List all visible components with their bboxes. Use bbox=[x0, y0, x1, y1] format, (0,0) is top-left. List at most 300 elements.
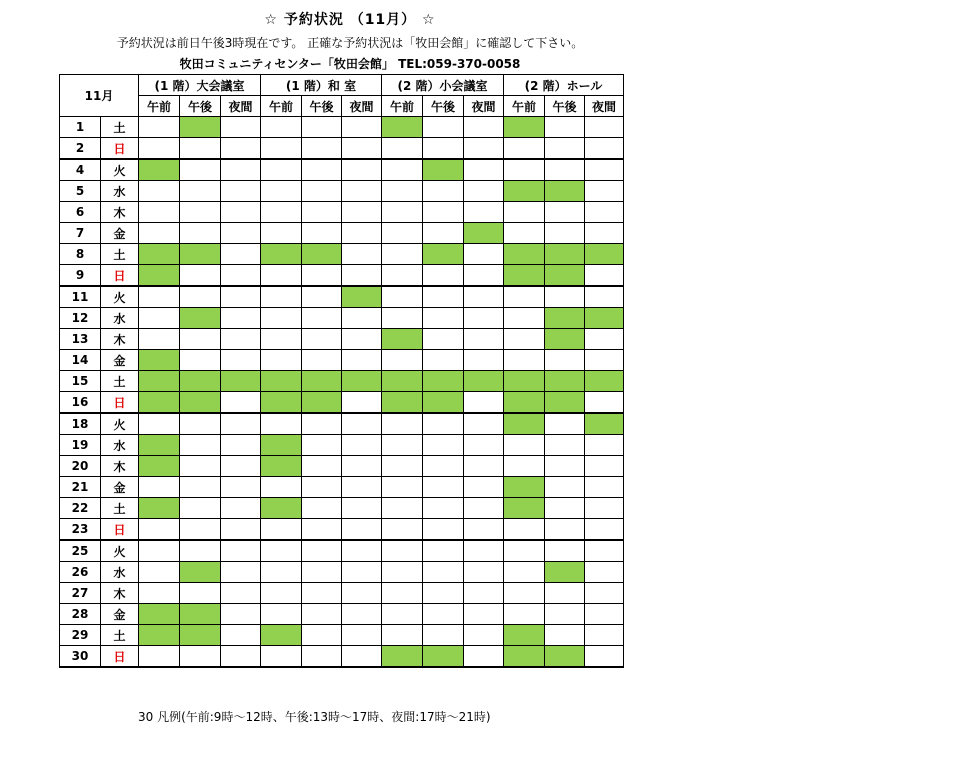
slot-cell bbox=[423, 413, 464, 435]
slot-cell bbox=[221, 138, 261, 160]
weekday: 土 bbox=[101, 371, 139, 392]
booked-cell bbox=[504, 371, 545, 392]
booked-cell bbox=[504, 265, 545, 287]
status-note: 予約状況は前日午後3時現在です。 正確な予約状況は「牧田会館」に確認して下さい。 bbox=[116, 36, 584, 50]
slot-cell bbox=[464, 350, 504, 371]
booked-cell bbox=[464, 371, 504, 392]
slot-cell bbox=[545, 540, 585, 562]
booked-cell bbox=[139, 371, 180, 392]
slot-cell bbox=[342, 117, 382, 138]
slot-cell bbox=[302, 498, 342, 519]
slot-cell bbox=[342, 583, 382, 604]
slot-header: 午前 bbox=[382, 96, 423, 117]
table-row bbox=[60, 181, 624, 202]
booked-cell bbox=[382, 329, 423, 350]
weekday: 火 bbox=[101, 413, 139, 435]
contact-info: 牧田コミュニティセンター「牧田会館」 TEL:059-370-0058 bbox=[179, 57, 521, 71]
slot-cell bbox=[342, 477, 382, 498]
table-row bbox=[60, 138, 624, 160]
booked-cell bbox=[545, 181, 585, 202]
slot-cell bbox=[342, 159, 382, 181]
slot-cell bbox=[464, 159, 504, 181]
day-number: 8 bbox=[60, 244, 101, 265]
slot-cell bbox=[221, 265, 261, 287]
slot-cell bbox=[221, 223, 261, 244]
slot-cell bbox=[382, 435, 423, 456]
slot-cell bbox=[382, 540, 423, 562]
weekday: 土 bbox=[101, 498, 139, 519]
booked-cell bbox=[545, 244, 585, 265]
slot-cell bbox=[504, 159, 545, 181]
booked-cell bbox=[180, 371, 221, 392]
slot-cell bbox=[180, 265, 221, 287]
reservation-table bbox=[59, 74, 624, 668]
slot-cell bbox=[342, 244, 382, 265]
slot-cell bbox=[585, 498, 624, 519]
day-number: 5 bbox=[60, 181, 101, 202]
booked-cell bbox=[585, 371, 624, 392]
slot-cell bbox=[585, 456, 624, 477]
slot-cell bbox=[464, 308, 504, 329]
slot-cell bbox=[464, 456, 504, 477]
booked-cell bbox=[139, 456, 180, 477]
slot-cell bbox=[464, 138, 504, 160]
slot-cell bbox=[545, 138, 585, 160]
slot-cell bbox=[342, 308, 382, 329]
slot-cell bbox=[423, 604, 464, 625]
slot-cell bbox=[585, 265, 624, 287]
weekday: 金 bbox=[101, 350, 139, 371]
slot-cell bbox=[261, 202, 302, 223]
slot-cell bbox=[342, 181, 382, 202]
room-header: (2 階）小会議室 bbox=[382, 75, 504, 96]
weekday: 金 bbox=[101, 223, 139, 244]
slot-header: 夜間 bbox=[221, 96, 261, 117]
day-number: 30 bbox=[60, 646, 101, 668]
weekday: 木 bbox=[101, 329, 139, 350]
table-row bbox=[60, 562, 624, 583]
booked-cell bbox=[139, 350, 180, 371]
booked-cell bbox=[261, 625, 302, 646]
slot-cell bbox=[423, 456, 464, 477]
table-row bbox=[60, 456, 624, 477]
slot-cell bbox=[221, 350, 261, 371]
booked-cell bbox=[504, 244, 545, 265]
slot-cell bbox=[261, 413, 302, 435]
booked-cell bbox=[180, 562, 221, 583]
slot-cell bbox=[302, 604, 342, 625]
slot-cell bbox=[180, 286, 221, 308]
slot-cell bbox=[382, 181, 423, 202]
table-row bbox=[60, 583, 624, 604]
slot-cell bbox=[342, 329, 382, 350]
slot-cell bbox=[180, 413, 221, 435]
booked-cell bbox=[261, 244, 302, 265]
slot-cell bbox=[423, 265, 464, 287]
table-row bbox=[60, 371, 624, 392]
slot-cell bbox=[342, 540, 382, 562]
slot-cell bbox=[261, 138, 302, 160]
booked-cell bbox=[382, 646, 423, 668]
booked-cell bbox=[180, 625, 221, 646]
slot-cell bbox=[504, 456, 545, 477]
day-number: 18 bbox=[60, 413, 101, 435]
booked-cell bbox=[261, 371, 302, 392]
slot-cell bbox=[464, 413, 504, 435]
slot-cell bbox=[180, 583, 221, 604]
slot-cell bbox=[221, 308, 261, 329]
weekday: 日 bbox=[101, 138, 139, 160]
slot-cell bbox=[464, 392, 504, 414]
slot-cell bbox=[545, 519, 585, 541]
slot-cell bbox=[545, 286, 585, 308]
slot-cell bbox=[342, 413, 382, 435]
slot-cell bbox=[221, 244, 261, 265]
day-number: 29 bbox=[60, 625, 101, 646]
slot-cell bbox=[464, 519, 504, 541]
slot-cell bbox=[464, 540, 504, 562]
booked-cell bbox=[504, 625, 545, 646]
weekday: 火 bbox=[101, 286, 139, 308]
slot-cell bbox=[464, 286, 504, 308]
table-row bbox=[60, 435, 624, 456]
slot-cell bbox=[180, 456, 221, 477]
legend: 30 凡例(午前:9時～12時、午後:13時～17時、夜間:17時～21時) bbox=[138, 710, 491, 724]
slot-cell bbox=[139, 519, 180, 541]
slot-cell bbox=[261, 604, 302, 625]
slot-cell bbox=[302, 265, 342, 287]
slot-cell bbox=[302, 329, 342, 350]
day-number: 25 bbox=[60, 540, 101, 562]
day-number: 2 bbox=[60, 138, 101, 160]
slot-cell bbox=[302, 646, 342, 668]
slot-cell bbox=[139, 583, 180, 604]
slot-cell bbox=[342, 138, 382, 160]
booked-cell bbox=[504, 498, 545, 519]
slot-cell bbox=[139, 329, 180, 350]
slot-cell bbox=[585, 138, 624, 160]
slot-cell bbox=[221, 117, 261, 138]
slot-cell bbox=[504, 604, 545, 625]
slot-cell bbox=[302, 540, 342, 562]
table-row bbox=[60, 519, 624, 541]
slot-cell bbox=[180, 202, 221, 223]
slot-cell bbox=[342, 435, 382, 456]
booked-cell bbox=[139, 625, 180, 646]
booked-cell bbox=[180, 308, 221, 329]
slot-cell bbox=[585, 519, 624, 541]
slot-cell bbox=[342, 519, 382, 541]
slot-cell bbox=[545, 477, 585, 498]
weekday: 木 bbox=[101, 583, 139, 604]
slot-cell bbox=[139, 202, 180, 223]
slot-cell bbox=[302, 350, 342, 371]
booked-cell bbox=[261, 498, 302, 519]
day-number: 27 bbox=[60, 583, 101, 604]
booked-cell bbox=[139, 604, 180, 625]
booked-cell bbox=[423, 392, 464, 414]
booked-cell bbox=[139, 435, 180, 456]
booked-cell bbox=[504, 117, 545, 138]
slot-cell bbox=[382, 244, 423, 265]
booked-cell bbox=[139, 265, 180, 287]
slot-cell bbox=[180, 540, 221, 562]
slot-cell bbox=[545, 583, 585, 604]
table-row bbox=[60, 392, 624, 414]
day-number: 14 bbox=[60, 350, 101, 371]
slot-cell bbox=[585, 646, 624, 668]
day-number: 19 bbox=[60, 435, 101, 456]
slot-cell bbox=[423, 181, 464, 202]
slot-cell bbox=[464, 117, 504, 138]
slot-cell bbox=[464, 625, 504, 646]
slot-cell bbox=[180, 435, 221, 456]
slot-cell bbox=[585, 329, 624, 350]
slot-cell bbox=[423, 202, 464, 223]
table-row bbox=[60, 625, 624, 646]
slot-header: 夜間 bbox=[342, 96, 382, 117]
day-number: 22 bbox=[60, 498, 101, 519]
slot-cell bbox=[382, 223, 423, 244]
weekday: 水 bbox=[101, 308, 139, 329]
booked-cell bbox=[423, 646, 464, 668]
slot-cell bbox=[504, 540, 545, 562]
slot-cell bbox=[180, 477, 221, 498]
table-row bbox=[60, 413, 624, 435]
slot-cell bbox=[382, 286, 423, 308]
slot-cell bbox=[139, 308, 180, 329]
page-title: ☆ 予約状況 （11月） ☆ bbox=[264, 12, 436, 28]
slot-cell bbox=[302, 308, 342, 329]
slot-cell bbox=[302, 138, 342, 160]
slot-cell bbox=[180, 498, 221, 519]
slot-cell bbox=[504, 223, 545, 244]
day-number: 9 bbox=[60, 265, 101, 287]
slot-cell bbox=[180, 181, 221, 202]
day-number: 28 bbox=[60, 604, 101, 625]
slot-cell bbox=[180, 329, 221, 350]
slot-cell bbox=[545, 604, 585, 625]
booked-cell bbox=[139, 244, 180, 265]
slot-cell bbox=[342, 456, 382, 477]
booked-cell bbox=[545, 265, 585, 287]
weekday: 水 bbox=[101, 435, 139, 456]
slot-cell bbox=[382, 265, 423, 287]
table-row bbox=[60, 604, 624, 625]
booked-cell bbox=[423, 159, 464, 181]
slot-header: 午前 bbox=[261, 96, 302, 117]
weekday: 日 bbox=[101, 265, 139, 287]
slot-cell bbox=[221, 329, 261, 350]
slot-cell bbox=[585, 392, 624, 414]
slot-cell bbox=[342, 498, 382, 519]
slot-cell bbox=[423, 540, 464, 562]
slot-cell bbox=[464, 329, 504, 350]
slot-cell bbox=[261, 350, 302, 371]
slot-cell bbox=[504, 519, 545, 541]
booked-cell bbox=[504, 413, 545, 435]
booked-cell bbox=[302, 244, 342, 265]
slot-cell bbox=[221, 392, 261, 414]
booked-cell bbox=[504, 392, 545, 414]
booked-cell bbox=[302, 371, 342, 392]
table-row bbox=[60, 477, 624, 498]
weekday: 日 bbox=[101, 519, 139, 541]
weekday: 日 bbox=[101, 392, 139, 414]
slot-cell bbox=[382, 477, 423, 498]
slot-header: 午前 bbox=[504, 96, 545, 117]
slot-cell bbox=[504, 350, 545, 371]
slot-cell bbox=[261, 519, 302, 541]
slot-cell bbox=[139, 477, 180, 498]
slot-cell bbox=[423, 435, 464, 456]
booked-cell bbox=[139, 159, 180, 181]
table-row bbox=[60, 244, 624, 265]
booked-cell bbox=[504, 646, 545, 668]
slot-cell bbox=[382, 519, 423, 541]
slot-cell bbox=[180, 138, 221, 160]
slot-cell bbox=[342, 202, 382, 223]
slot-cell bbox=[464, 562, 504, 583]
slot-cell bbox=[585, 202, 624, 223]
slot-cell bbox=[585, 350, 624, 371]
slot-cell bbox=[423, 583, 464, 604]
slot-header: 午後 bbox=[302, 96, 342, 117]
booked-cell bbox=[302, 392, 342, 414]
slot-cell bbox=[382, 583, 423, 604]
slot-cell bbox=[180, 519, 221, 541]
booked-cell bbox=[504, 477, 545, 498]
booked-cell bbox=[545, 392, 585, 414]
slot-cell bbox=[302, 117, 342, 138]
weekday: 土 bbox=[101, 625, 139, 646]
slot-cell bbox=[545, 498, 585, 519]
day-number: 7 bbox=[60, 223, 101, 244]
slot-cell bbox=[342, 562, 382, 583]
slot-cell bbox=[221, 562, 261, 583]
slot-cell bbox=[423, 329, 464, 350]
slot-cell bbox=[139, 286, 180, 308]
slot-cell bbox=[261, 159, 302, 181]
slot-cell bbox=[585, 583, 624, 604]
month-header: 11月 bbox=[60, 75, 139, 117]
booked-cell bbox=[139, 392, 180, 414]
slot-cell bbox=[221, 477, 261, 498]
weekday: 土 bbox=[101, 117, 139, 138]
slot-cell bbox=[382, 625, 423, 646]
slot-cell bbox=[342, 350, 382, 371]
slot-cell bbox=[342, 604, 382, 625]
booked-cell bbox=[585, 308, 624, 329]
booked-cell bbox=[545, 371, 585, 392]
day-number: 4 bbox=[60, 159, 101, 181]
table-row bbox=[60, 117, 624, 138]
slot-cell bbox=[139, 223, 180, 244]
slot-cell bbox=[302, 159, 342, 181]
slot-cell bbox=[221, 625, 261, 646]
slot-cell bbox=[261, 477, 302, 498]
room-header: (1 階）和 室 bbox=[261, 75, 382, 96]
weekday: 金 bbox=[101, 477, 139, 498]
booked-cell bbox=[545, 562, 585, 583]
slot-cell bbox=[302, 223, 342, 244]
slot-cell bbox=[423, 498, 464, 519]
slot-cell bbox=[464, 202, 504, 223]
slot-cell bbox=[504, 583, 545, 604]
table-row bbox=[60, 202, 624, 223]
slot-cell bbox=[585, 604, 624, 625]
slot-cell bbox=[545, 625, 585, 646]
room-header: (1 階）大会議室 bbox=[139, 75, 261, 96]
slot-cell bbox=[585, 477, 624, 498]
slot-cell bbox=[545, 117, 585, 138]
slot-cell bbox=[423, 223, 464, 244]
slot-cell bbox=[342, 625, 382, 646]
slot-cell bbox=[261, 540, 302, 562]
slot-cell bbox=[545, 159, 585, 181]
day-number: 26 bbox=[60, 562, 101, 583]
slot-cell bbox=[585, 286, 624, 308]
slot-cell bbox=[382, 456, 423, 477]
slot-cell bbox=[504, 286, 545, 308]
slot-cell bbox=[423, 117, 464, 138]
booked-cell bbox=[585, 244, 624, 265]
slot-cell bbox=[261, 329, 302, 350]
table-row bbox=[60, 159, 624, 181]
table-row bbox=[60, 308, 624, 329]
booked-cell bbox=[180, 604, 221, 625]
weekday: 水 bbox=[101, 181, 139, 202]
weekday: 金 bbox=[101, 604, 139, 625]
slot-cell bbox=[504, 308, 545, 329]
slot-cell bbox=[302, 413, 342, 435]
slot-cell bbox=[382, 562, 423, 583]
slot-cell bbox=[545, 413, 585, 435]
day-number: 21 bbox=[60, 477, 101, 498]
slot-cell bbox=[382, 350, 423, 371]
weekday: 火 bbox=[101, 540, 139, 562]
slot-header: 午後 bbox=[423, 96, 464, 117]
slot-cell bbox=[464, 646, 504, 668]
slot-cell bbox=[382, 308, 423, 329]
slot-cell bbox=[464, 477, 504, 498]
slot-cell bbox=[585, 159, 624, 181]
booked-cell bbox=[180, 244, 221, 265]
slot-cell bbox=[585, 562, 624, 583]
table-row bbox=[60, 350, 624, 371]
slot-cell bbox=[180, 223, 221, 244]
slot-cell bbox=[504, 562, 545, 583]
slot-cell bbox=[423, 308, 464, 329]
slot-cell bbox=[261, 117, 302, 138]
day-number: 13 bbox=[60, 329, 101, 350]
slot-cell bbox=[139, 181, 180, 202]
slot-cell bbox=[382, 202, 423, 223]
slot-cell bbox=[139, 562, 180, 583]
slot-cell bbox=[302, 202, 342, 223]
day-number: 20 bbox=[60, 456, 101, 477]
slot-cell bbox=[139, 117, 180, 138]
booked-cell bbox=[342, 286, 382, 308]
slot-cell bbox=[504, 435, 545, 456]
table-row bbox=[60, 223, 624, 244]
slot-cell bbox=[221, 646, 261, 668]
slot-cell bbox=[545, 456, 585, 477]
booked-cell bbox=[382, 371, 423, 392]
slot-cell bbox=[464, 498, 504, 519]
slot-header: 午後 bbox=[545, 96, 585, 117]
slot-cell bbox=[139, 413, 180, 435]
